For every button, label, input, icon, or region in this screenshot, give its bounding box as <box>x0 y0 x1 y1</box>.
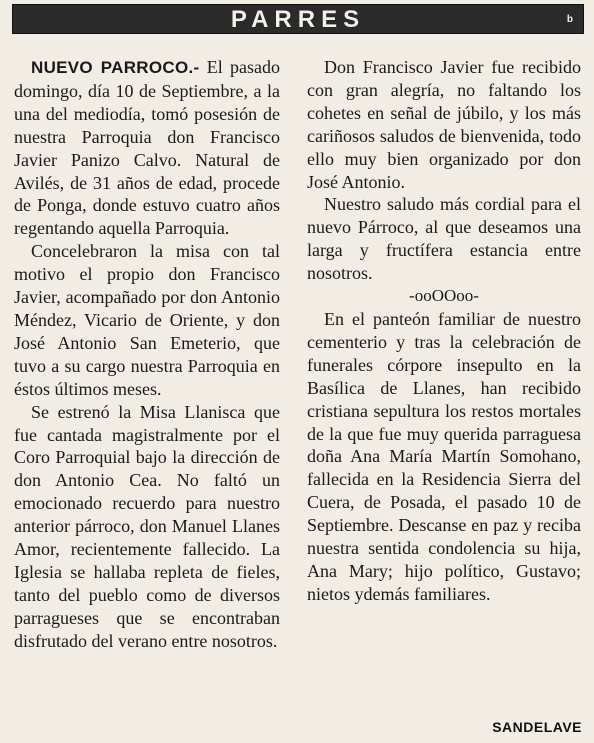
header-mark: b <box>566 14 573 25</box>
paragraph-concelebraron: Concelebraron la misa con tal motivo el propio don Francisco Javier, acompañado por don Antonio Méndez, Vicario de Oriente, y don José Antonio San Emeterio, que tuvo a su cargo nuestra Parroquia en éstos últimos meses. <box>14 241 280 399</box>
paragraph-recibido: Don Francisco Javier fue recibido con gran alegría, no faltando los cohetes en señal de júbilo, y los más cariñosos saludos de bienvenida, todo ello muy bien organizado por don José Antonio. <box>307 57 581 192</box>
article-lead: NUEVO PARROCO.- <box>31 58 200 77</box>
author-signature: SANDELAVE <box>492 719 582 735</box>
paragraph-text: El pasado domingo, día 10 de Septiembre, a la una del mediodía, tomó posesión de nuestra Parroquia don Francisco Javier Panizo Calvo. Natural de Avilés, de 31 años de edad, procede de Ponga, donde estuvo cuatro años regentando aquella Parroquia. <box>14 57 280 239</box>
section-separator: -ooOOoo- <box>409 286 479 306</box>
paragraph-misa-llanisca: Se estrenó la Misa Llanisca que fue cantada magistralmente por el Coro Parroquial bajo la dirección de don Antonio Cea. No faltó un emocionado recuerdo para nuestro anterior párroco, don Manuel Llanes Amor, recientemente fallecido. La Iglesia se hallaba repleta de fieles, tanto del pueblo como de diversos parragueses que se encontraban disfrutado del verano entre nosotros. <box>14 401 280 651</box>
section-header <box>12 4 584 34</box>
article-column-right <box>307 56 581 606</box>
paragraph-nuevo-parroco <box>14 56 280 240</box>
paragraph-obituary: En el panteón familiar de nuestro cementerio y tras la celebración de funerales córpore insepulto en la Basílica de Llanes, han recibido cristiana sepultura los restos mortales de la que fue muy querida parraguesa doña Ana María Martín Somohano, fallecida en la Residencia Sierra del Cuera, de Posada, el pasado 10 de Septiembre. Descanse en paz y reciba nuestra sentida condolencia su hija, Ana Mary; hijo político, Gustavo; nietos ydemás familiares. <box>307 308 581 604</box>
article-column-left <box>14 56 280 653</box>
section-title: PARRES <box>230 6 366 33</box>
paragraph-saludo: Nuestro saludo más cordial para el nuevo Párroco, al que deseamos una larga y fructífera estancia entre nosotros. <box>307 194 581 284</box>
